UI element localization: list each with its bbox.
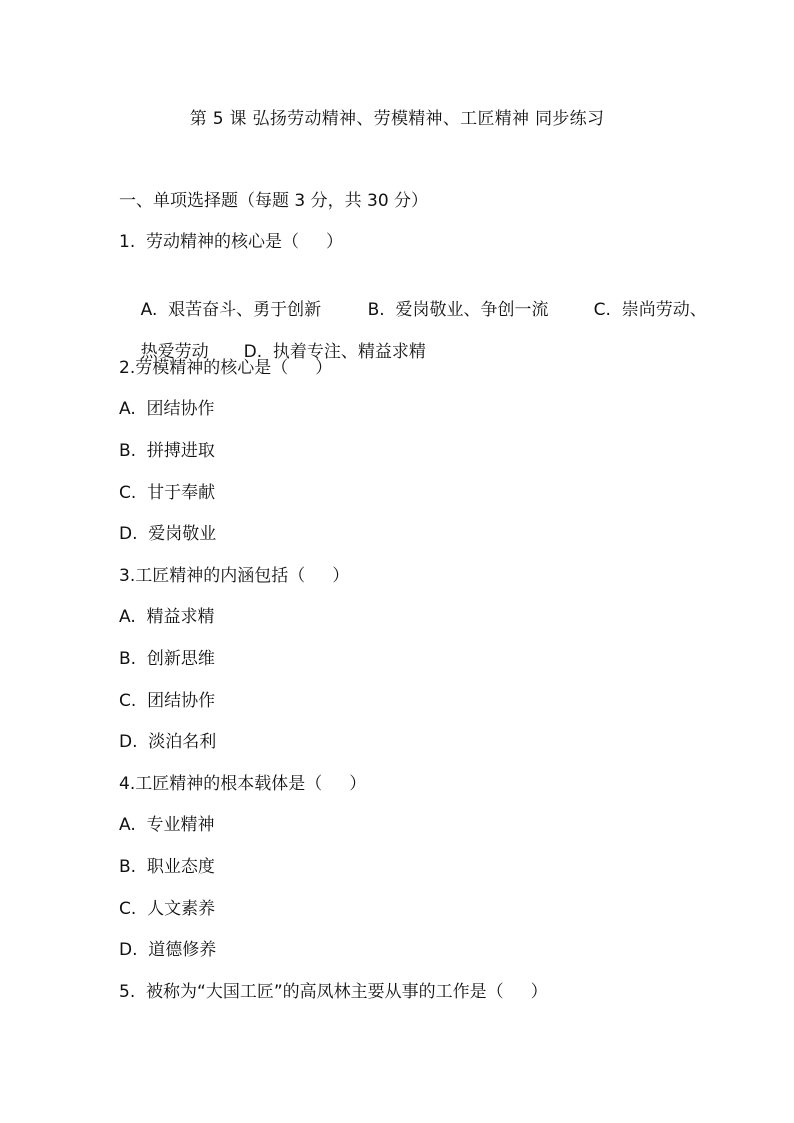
question-4-option-d: D. 道德修养 <box>119 940 217 960</box>
question-2-option-b: B. 拼搏进取 <box>119 441 215 461</box>
question-4-option-c: C. 人文素养 <box>119 899 216 919</box>
question-3-option-d: D. 淡泊名利 <box>119 732 217 752</box>
question-2-stem: 2.劳模精神的核心是（ ） <box>119 358 333 378</box>
question-3-stem: 3.工匠精神的内涵包括（ ） <box>119 566 350 586</box>
question-1-option-c: C. 崇尚劳动、 <box>593 300 707 320</box>
question-2-option-d: D. 爱岗敬业 <box>119 524 217 544</box>
section-heading: 一、单项选择题（每题 3 分，共 30 分） <box>119 191 429 211</box>
question-3-option-a: A. 精益求精 <box>119 607 215 627</box>
question-5-stem: 5. 被称为“大国工匠”的高凤林主要从事的工作是（ ） <box>119 982 548 1002</box>
question-1-option-d: D. 执着专注、精益求精 <box>243 342 426 362</box>
question-2-option-a: A. 团结协作 <box>119 399 215 419</box>
question-3-option-b: B. 创新思维 <box>119 649 215 669</box>
question-1-option-c-continued: 热爱劳动 <box>140 342 209 362</box>
question-4-option-b: B. 职业态度 <box>119 857 215 877</box>
question-3-option-c: C. 团结协作 <box>119 691 216 711</box>
question-1-options-line-2 <box>119 313 426 362</box>
document-title: 第 5 课 弘扬劳动精神、劳模精神、工匠精神 同步练习 <box>189 109 605 129</box>
question-1-stem: 1. 劳动精神的核心是（ ） <box>119 232 344 252</box>
question-1-option-b: B. 爱岗敬业、争创一流 <box>367 300 549 320</box>
question-1-option-a: A. 艰苦奋斗、勇于创新 <box>140 300 322 320</box>
question-4-option-a: A. 专业精神 <box>119 815 215 835</box>
question-4-stem: 4.工匠精神的根本载体是（ ） <box>119 774 367 794</box>
question-2-option-c: C. 甘于奉献 <box>119 483 216 503</box>
question-1-options-line-1 <box>119 271 707 320</box>
